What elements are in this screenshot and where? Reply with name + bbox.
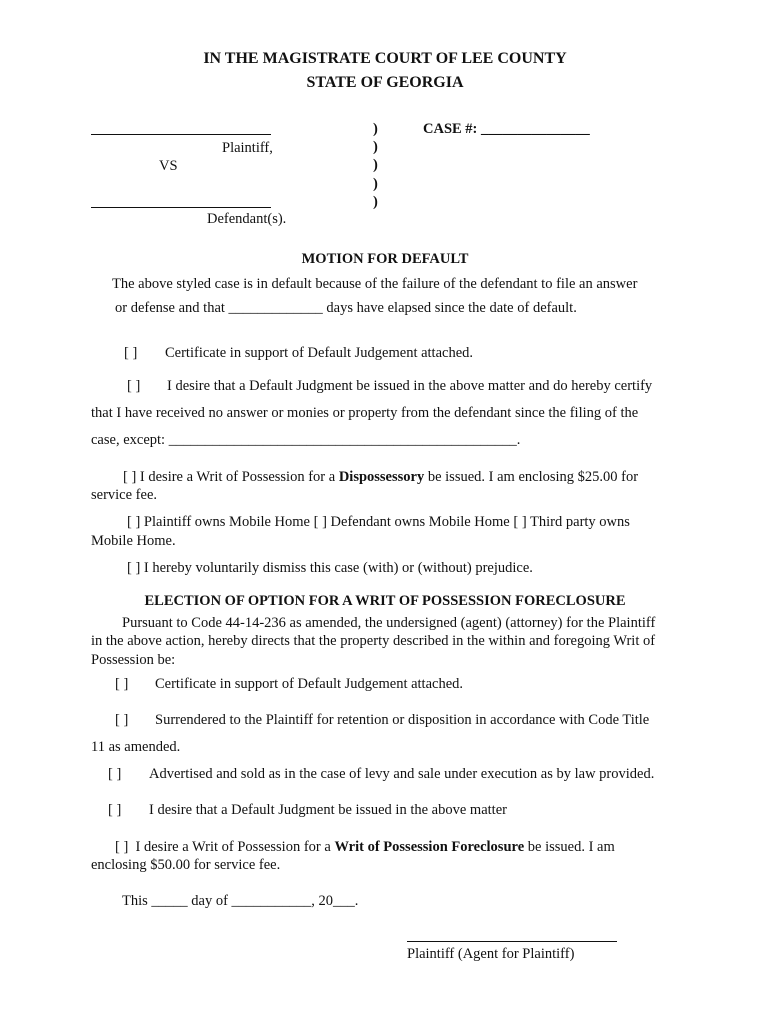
opt3-post: be issued. I am enclosing $25.00 for — [427, 469, 639, 485]
option-default-certificate: Certificate in support of Default Judgement attached. — [165, 345, 474, 361]
mobile-home-options — [127, 513, 630, 531]
election-advertised: Advertised and sold as in the case of levy and sale under execution as by law provided. — [149, 766, 655, 782]
checkbox-election-surrendered[interactable]: [ ] — [115, 712, 129, 728]
checkbox-dismiss[interactable]: [ ] — [127, 560, 141, 576]
vs-label: VS — [159, 158, 178, 174]
election-title: ELECTION OF OPTION FOR A WRIT OF POSSESSION FORECLOSURE — [144, 593, 626, 609]
option-default-judgment-line2: that I have received no answer or monies or property from the defendant since the filing of the — [91, 405, 639, 421]
court-title: IN THE MAGISTRATE COURT OF LEE COUNTY — [203, 50, 567, 67]
opt4-b: Defendant owns Mobile Home — [330, 514, 510, 530]
plaintiff-label: Plaintiff, — [222, 140, 273, 156]
checkbox-plaintiff-owns[interactable]: [ ] — [127, 514, 141, 530]
motion-title: MOTION FOR DEFAULT — [301, 251, 469, 267]
checkbox-election-certificate[interactable]: [ ] — [115, 676, 129, 692]
caption-paren: ) — [373, 194, 378, 210]
election-default-judgment: I desire that a Default Judgment be issued in the above matter — [149, 802, 507, 818]
caption-paren: ) — [373, 121, 378, 137]
caption-paren: ) — [373, 176, 378, 192]
caption-paren: ) — [373, 139, 378, 155]
opt5-pre: I desire a Writ of Possession for a — [135, 839, 331, 855]
checkbox-third-party-owns[interactable]: [ ] — [513, 514, 527, 530]
checkbox-election-default-judgment[interactable]: [ ] — [108, 802, 122, 818]
caption-paren: ) — [373, 157, 378, 173]
opt5-bold: Writ of Possession Foreclosure — [334, 839, 525, 855]
state-title: STATE OF GEORGIA — [306, 74, 464, 91]
election-surrendered-line2: 11 as amended. — [91, 739, 181, 755]
opt4-a: Plaintiff owns Mobile Home — [143, 514, 310, 530]
election-intro-line3: Possession be: — [91, 652, 176, 668]
plaintiff-name-line[interactable] — [91, 134, 271, 135]
checkbox-default-certificate[interactable]: [ ] — [124, 345, 138, 361]
option-default-judgment: I desire that a Default Judgment be issued in the above matter and do hereby certify — [167, 378, 653, 394]
case-number-field[interactable]: CASE #: _______________ — [423, 121, 590, 137]
opt5-text: I hereby voluntarily dismiss this case (with) or (without) prejudice. — [143, 560, 533, 576]
checkbox-writ-dispossessory[interactable]: [ ] — [123, 469, 137, 485]
defendant-name-line[interactable] — [91, 207, 271, 208]
motion-intro-line1: The above styled case is in default because of the failure of the defendant to file an answer — [112, 276, 638, 292]
checkbox-defendant-owns[interactable]: [ ] — [313, 514, 327, 530]
option-dismiss — [127, 559, 533, 577]
signer-label: Plaintiff (Agent for Plaintiff) — [407, 946, 575, 962]
defendant-label: Defendant(s). — [207, 211, 287, 227]
opt3-pre: I desire a Writ of Possession for a — [139, 469, 336, 485]
election-writ-foreclosure — [115, 838, 615, 856]
date-line[interactable]: This _____ day of ___________, 20___. — [122, 893, 359, 909]
checkbox-default-judgment[interactable]: [ ] — [127, 378, 141, 394]
mobile-home-line2: Mobile Home. — [91, 533, 176, 549]
checkbox-election-advertised[interactable]: [ ] — [108, 766, 122, 782]
election-intro-line1: Pursuant to Code 44-14-236 as amended, the undersigned (agent) (attorney) for the Plaintiff — [122, 615, 656, 631]
election-certificate: Certificate in support of Default Judgement attached. — [155, 676, 464, 692]
opt4-c: Third party owns — [530, 514, 630, 530]
option-writ-dispossessory-line2: service fee. — [91, 487, 158, 503]
election-writ-foreclosure-line2: enclosing $50.00 for service fee. — [91, 857, 281, 873]
option-default-judgment-line3: case, except: ________________________________________________. — [91, 432, 521, 448]
option-writ-dispossessory — [123, 468, 638, 486]
election-intro-line2: in the above action, hereby directs that the property described in the within and foregoing Writ of — [91, 633, 656, 649]
opt5-post: be issued. I am — [527, 839, 615, 855]
motion-intro-line2: or defense and that _____________ days have elapsed since the date of default. — [115, 300, 577, 316]
election-surrendered: Surrendered to the Plaintiff for retention or disposition in accordance with Code Title — [155, 712, 650, 728]
signature-line[interactable] — [407, 941, 617, 942]
checkbox-writ-foreclosure[interactable]: [ ] — [115, 839, 129, 855]
opt3-bold: Dispossessory — [338, 469, 425, 485]
